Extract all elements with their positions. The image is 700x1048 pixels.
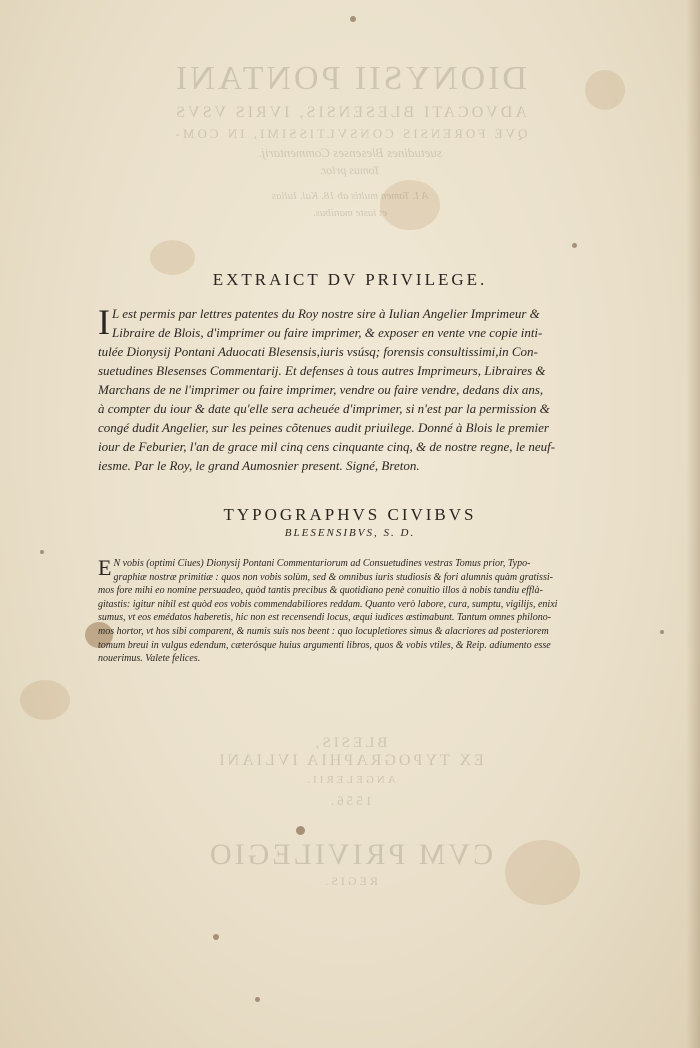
speck xyxy=(213,934,219,940)
text-line: sumus, vt eos emédatos haberetis, hic non est recensendi locus, æqui iudices æstimabunt. Tantum omnes philono- xyxy=(98,612,552,624)
speck xyxy=(296,826,305,835)
show-through-line: suetudines Blesenses Commentarij. xyxy=(258,145,442,160)
show-through-line: QVE FORENSIS CONSVLTISSIMI, IN COM- xyxy=(172,126,528,141)
text-line: Libraire de Blois, d'imprimer ou faire imprimer, & exposer en vente vne copie inti- xyxy=(112,325,543,340)
text-line: mos fore mihi eo nomine persuadeo, quòd tantis precibus & quotidiano penè conuitio illos à nobis tandiu efflà- xyxy=(98,585,543,597)
drop-cap: E xyxy=(98,555,112,580)
text-line: suetudines Blesenses Commentarij. Et defenses à tous autres Imprimeurs, Libraires & xyxy=(98,363,546,378)
show-through-line: BLESIS, xyxy=(312,735,388,751)
foxing-stain xyxy=(380,180,440,230)
typographus-heading: TYPOGRAPHVS CIVIBVS xyxy=(223,505,477,524)
text-line: à compter du iour & date qu'elle sera acheuée d'imprimer, si n'est par la permission & xyxy=(98,401,550,416)
typographus-subheading: BLESENSIBVS, S. D. xyxy=(284,527,416,539)
show-through-line: EX TYPOGRAPHIA IVLIANI xyxy=(216,752,484,769)
privilege-paragraph xyxy=(98,304,626,475)
privilege-heading: EXTRAICT DV PRIVILEGE. xyxy=(212,270,488,289)
text-line: graphiæ nostræ primitiæ : quos non vobis solùm, sed & omnibus iuris studiosis & fori alumnis quàm gratissi- xyxy=(113,571,553,583)
speck xyxy=(572,243,577,248)
show-through-line: A I. Tamen multis ab 18. Kal. Iulias xyxy=(271,190,429,202)
show-through-line: ADVOCATI BLESENSIS, IVRIS VSVS xyxy=(173,104,527,121)
text-line: tulée Dionysij Pontani Aduocati Blesensis,iuris vsúsq; forensis consultissimi,in Con- xyxy=(98,344,538,359)
text-line: L est permis par lettres patentes du Roy nostre sire à Iulian Angelier Imprimeur & xyxy=(112,306,540,321)
speck xyxy=(40,550,44,554)
text-line: iesme. Par le Roy, le grand Aumosnier present. Signé, Breton. xyxy=(98,458,420,473)
show-through-line: 1556. xyxy=(327,793,373,808)
speck xyxy=(660,630,664,634)
show-through-line: Tomus prior. xyxy=(319,163,381,177)
text-line: mos hortor, vt hos sibi comparent, & numis suis nos beent : quo locupletiores simus & alacriores ad posteriorem xyxy=(98,625,549,637)
drop-cap: I xyxy=(98,302,110,342)
text-line: congé dudit Angelier, sur les peines cõtenues audit priuilege. Donné à Blois le premier xyxy=(98,420,549,435)
show-through-line: DIONYSII PONTANI xyxy=(172,60,528,97)
text-line: gitastis: igitur nihil est quòd eos vobis commendabiliores reddam. Quanto verò labore, cura, sumptu, vigilijs, enixi xyxy=(98,598,558,610)
text-line: tomum breui in vulgus edendum, cæterósque huius argumenti libros, quos & vobis vtiles, & Reip. adiumento esse xyxy=(98,639,551,651)
text-line: N vobis (optimi Ciues) Dionysij Pontani Commentariorum ad Consuetudines vestras Tomus prior, Typo- xyxy=(113,558,531,569)
typographus-paragraph xyxy=(98,557,626,666)
show-through-line: et iuste manibus. xyxy=(312,207,388,219)
show-through-line: ANGELERII. xyxy=(304,774,396,786)
text-line: iour de Feburier, l'an de grace mil cinq cens cinquante cinq, & de nostre regne, le neuf- xyxy=(98,439,556,454)
foxing-stain xyxy=(20,680,70,720)
speck xyxy=(350,16,356,22)
show-through-line: CVM PRIVILEGIO xyxy=(206,838,494,871)
speck xyxy=(255,997,260,1002)
show-through-line: REGIS. xyxy=(322,874,378,888)
text-line: Marchans de ne l'imprimer ou faire imprimer, vendre ou faire vendre, dedans dix ans, xyxy=(98,382,544,397)
text-line: nouerimus. Valete felices. xyxy=(98,653,201,665)
